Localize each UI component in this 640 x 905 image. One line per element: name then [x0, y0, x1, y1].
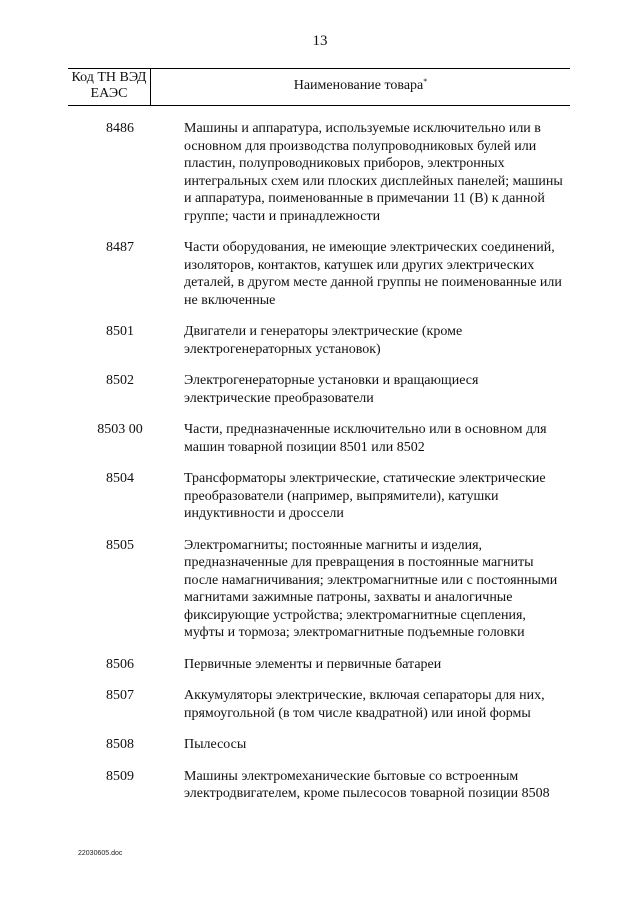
row-code: 8504: [106, 471, 134, 486]
row-description: Части, предназначенные исключительно или в основном для машин товарной позиции 8501 или 8502: [184, 422, 547, 455]
table-row: [68, 687, 570, 722]
row-description: Первичные элементы и первичные батареи: [184, 656, 442, 672]
table-row: [68, 537, 570, 642]
row-code: 8486: [106, 121, 134, 136]
row-description: Электромагниты; постоянные магниты и изделия, предназначенные для превращения в постоянные магниты после намагничивания; электромагнитные или с постоянными магнитами зажимные патроны, захваты и аналогичные фиксирующие устройства; электромагнитные сцепления, муфты и тормоза; электромагнитные подъемные головки: [184, 537, 558, 640]
table-row: [68, 421, 570, 456]
column-header-name-label: Наименование товара: [293, 78, 424, 93]
row-code: 8508: [106, 737, 134, 752]
row-description: Машины и аппаратура, используемые исключительно или в основном для производства полупроводниковых булей или пластин, полупроводниковых приборов, электронных интегральных схем или плоских дисплейных панелей; машины и аппаратура, поименованные в примечании 11 (В) к данной группе; части и принадлежности: [184, 121, 563, 224]
table-row: [68, 736, 570, 754]
page-number: 13: [312, 33, 328, 49]
footer-filename: 22030605.doc: [78, 850, 123, 857]
table-header: [68, 68, 570, 106]
row-code: 8506: [106, 656, 134, 672]
row-code: 8502: [106, 373, 134, 388]
row-description: Аккумуляторы электрические, включая сепараторы для них, прямоугольной (в том числе квадратной) или иной формы: [184, 688, 545, 721]
table-body: [68, 120, 570, 817]
table-row: [68, 239, 570, 309]
row-code: 8487: [106, 240, 134, 255]
column-header-code: Код ТН ВЭД ЕАЭС: [71, 70, 147, 101]
row-description: Пылесосы: [184, 737, 247, 752]
row-description: Электрогенераторные установки и вращающиеся электрические преобразователи: [184, 373, 479, 406]
row-code: 8503 00: [97, 422, 143, 437]
row-code: 8507: [106, 688, 134, 703]
table-row: [68, 372, 570, 407]
row-code: 8505: [106, 537, 134, 553]
column-header-name: [151, 78, 570, 94]
row-description: Двигатели и генераторы электрические (кроме электрогенераторных установок): [184, 324, 463, 357]
row-code: 8501: [106, 324, 134, 339]
table-row: [68, 323, 570, 358]
footnote-marker: *: [423, 77, 428, 86]
row-description: Трансформаторы электрические, статические электрические преобразователи (например, выпрямители), катушки индуктивности и дроссели: [184, 471, 546, 521]
row-code: 8509: [106, 768, 134, 784]
row-description: Машины электромеханические бытовые со встроенным электродвигателем, кроме пылесосов товарной позиции 8508: [184, 768, 550, 801]
row-description: Части оборудования, не имеющие электрических соединений, изоляторов, контактов, катушек или других электрических деталей, в другом месте данной группы не поименованные или не включенные: [184, 240, 562, 308]
table-row: [68, 120, 570, 225]
table-row: [68, 470, 570, 523]
table-row: [68, 768, 570, 803]
table-row: [68, 656, 570, 674]
